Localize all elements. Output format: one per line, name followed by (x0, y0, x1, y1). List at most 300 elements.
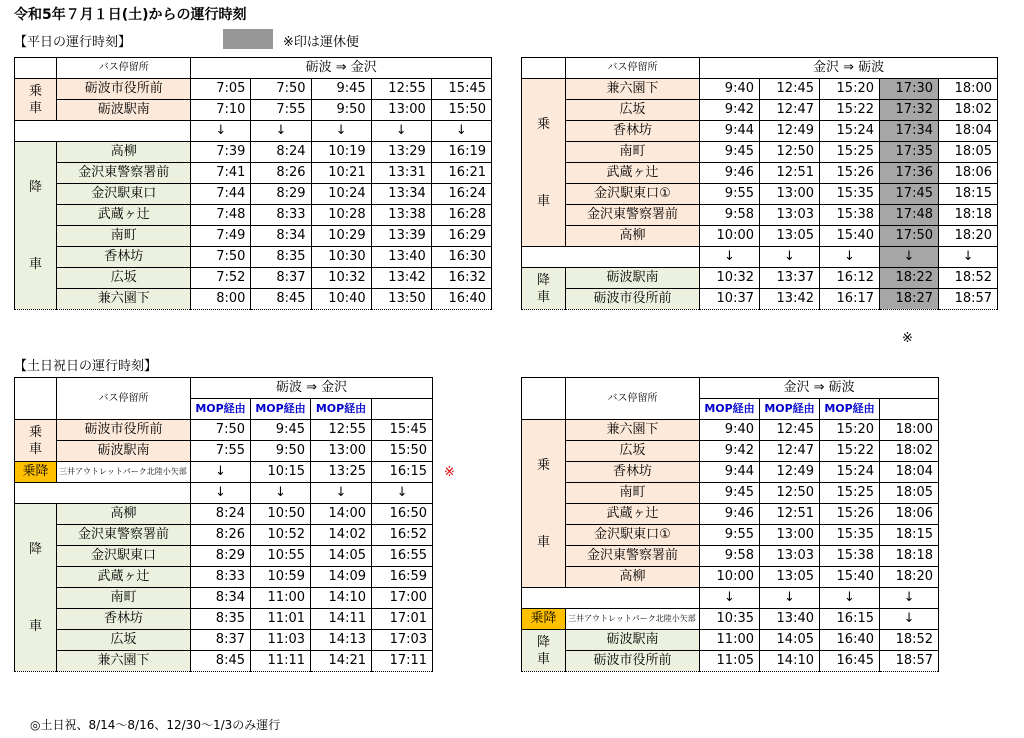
time-cell: 10:52 (251, 525, 311, 546)
time-cell: 8:45 (251, 289, 311, 310)
header-empty (15, 58, 57, 79)
arrow-spacer (15, 121, 191, 142)
time-cell: 17:11 (372, 651, 433, 672)
time-cell: 18:00 (880, 420, 939, 441)
time-cell: 15:22 (820, 441, 880, 462)
time-cell: 13:40 (371, 247, 431, 268)
time-cell: 7:49 (191, 226, 251, 247)
time-cell: 12:50 (760, 483, 820, 504)
table-row (15, 289, 492, 310)
time-cell: 7:48 (191, 205, 251, 226)
time-cell: 13:40 (760, 609, 820, 630)
stop-name: 高柳 (566, 567, 700, 588)
down-arrow-icon: ↓ (191, 121, 251, 142)
time-cell: 15:38 (820, 205, 880, 226)
time-cell: 8:29 (191, 546, 251, 567)
time-cell: 10:24 (311, 184, 371, 205)
table-row (522, 609, 939, 630)
time-cell: 9:58 (700, 205, 760, 226)
board-symbol-bottom: 車 (29, 100, 43, 116)
table-row (522, 205, 998, 226)
time-cell: 10:00 (700, 226, 760, 247)
time-cell: 17:30 (880, 79, 939, 100)
time-cell: 9:44 (700, 462, 760, 483)
stop-name-outlet: 三井アウトレットパーク北陸小矢部 (566, 609, 700, 630)
alight-symbol-top: 降 (536, 272, 550, 288)
alight-symbol-bottom: 車 (29, 256, 43, 272)
time-cell: 15:25 (820, 483, 880, 504)
time-cell: 17:32 (880, 100, 939, 121)
time-cell: 14:10 (760, 651, 820, 672)
time-cell: 9:44 (700, 121, 760, 142)
time-cell: 17:48 (880, 205, 939, 226)
time-cell: 10:40 (311, 289, 371, 310)
table-row (522, 226, 998, 247)
table-row (15, 378, 433, 399)
down-arrow-icon: ↓ (191, 483, 251, 504)
time-cell: 15:22 (820, 100, 880, 121)
time-cell: 16:15 (820, 609, 880, 630)
alight-symbol (15, 504, 57, 672)
stop-name: 香林坊 (566, 121, 700, 142)
down-arrow-icon: ↓ (820, 588, 880, 609)
stop-name: 兼六園下 (566, 79, 700, 100)
alight-symbol (522, 630, 566, 672)
stop-name: 金沢駅東口① (566, 184, 700, 205)
time-cell: 18:06 (880, 504, 939, 525)
time-cell: 15:24 (820, 121, 880, 142)
time-cell: 13:00 (760, 184, 820, 205)
down-arrow-icon: ↓ (311, 483, 372, 504)
stop-name: 砺波市役所前 (566, 289, 700, 310)
time-cell: 7:41 (191, 163, 251, 184)
time-cell: 18:52 (880, 630, 939, 651)
time-cell: 16:30 (431, 247, 491, 268)
time-cell: 8:34 (191, 588, 251, 609)
arrow-spacer (15, 483, 191, 504)
table-row (15, 588, 433, 609)
time-cell: 15:26 (820, 504, 880, 525)
board-symbol (15, 420, 57, 462)
table-row (15, 420, 433, 441)
mop-via-label: MOP経由 (760, 399, 820, 420)
time-cell: 14:02 (311, 525, 372, 546)
time-cell: 11:11 (251, 651, 311, 672)
time-cell: 9:40 (700, 79, 760, 100)
time-cell: 14:10 (311, 588, 372, 609)
time-cell: 10:32 (700, 268, 760, 289)
table-row (522, 525, 939, 546)
time-cell: 8:35 (191, 609, 251, 630)
time-cell: 16:40 (820, 630, 880, 651)
table-row (522, 378, 939, 399)
time-cell: 10:59 (251, 567, 311, 588)
stop-name: 金沢東警察署前 (57, 525, 191, 546)
time-cell: 11:00 (700, 630, 760, 651)
table-row (15, 567, 433, 588)
time-cell: 10:21 (311, 163, 371, 184)
weekday-inbound-table (521, 57, 998, 310)
time-cell: 18:27 (880, 289, 939, 310)
time-cell: 15:45 (431, 79, 491, 100)
time-cell: ↓ (191, 462, 251, 483)
table-row (15, 100, 492, 121)
table-row (15, 79, 492, 100)
time-cell: 17:03 (372, 630, 433, 651)
time-cell: 16:55 (372, 546, 433, 567)
table-row (15, 142, 492, 163)
time-cell: 13:25 (311, 462, 372, 483)
board-symbol-bottom: 車 (28, 441, 42, 457)
stop-name: 香林坊 (566, 462, 700, 483)
time-cell: 10:50 (251, 504, 311, 525)
time-cell: 7:52 (191, 268, 251, 289)
time-cell: 12:49 (760, 462, 820, 483)
time-cell: 11:01 (251, 609, 311, 630)
table-row (15, 630, 433, 651)
table-row (522, 121, 998, 142)
time-cell: 18:57 (880, 651, 939, 672)
time-cell: 14:05 (311, 546, 372, 567)
mop-via-label: MOP経由 (820, 399, 880, 420)
time-cell: 15:40 (820, 567, 880, 588)
time-cell: 10:00 (700, 567, 760, 588)
alight-symbol (15, 142, 57, 310)
board-symbol-bottom: 車 (536, 193, 550, 209)
table-row (522, 289, 998, 310)
mop-via-label: MOP経由 (251, 399, 311, 420)
time-cell: 17:01 (372, 609, 433, 630)
time-cell: 13:38 (371, 205, 431, 226)
time-cell: 10:37 (700, 289, 760, 310)
table-row (15, 609, 433, 630)
mop-via-label: MOP経由 (311, 399, 372, 420)
board-symbol-top: 乗 (536, 116, 550, 132)
time-cell: 7:10 (191, 100, 251, 121)
time-cell: 7:39 (191, 142, 251, 163)
time-cell: 10:19 (311, 142, 371, 163)
table-row (522, 163, 998, 184)
time-cell: 15:45 (372, 420, 433, 441)
down-arrow-icon: ↓ (880, 588, 939, 609)
table-row (522, 247, 998, 268)
time-cell: 13:05 (760, 567, 820, 588)
time-cell: 15:35 (820, 525, 880, 546)
time-cell: 9:46 (700, 163, 760, 184)
time-cell: 14:09 (311, 567, 372, 588)
time-cell: 10:30 (311, 247, 371, 268)
stop-name: 南町 (566, 142, 700, 163)
time-cell: 8:26 (191, 525, 251, 546)
time-cell: 12:45 (760, 420, 820, 441)
time-cell: 13:42 (760, 289, 820, 310)
suspended-legend-text: ※印は運休便 (283, 35, 359, 50)
stop-name: 高柳 (57, 142, 191, 163)
time-cell: 9:55 (700, 525, 760, 546)
stop-name: 香林坊 (57, 247, 191, 268)
time-cell: 18:20 (939, 226, 998, 247)
time-cell: 9:42 (700, 100, 760, 121)
time-cell: 16:17 (820, 289, 880, 310)
stop-name: 砺波市役所前 (57, 420, 191, 441)
time-cell: 15:26 (820, 163, 880, 184)
table-row (522, 268, 998, 289)
time-cell: 10:15 (251, 462, 311, 483)
time-cell: 15:40 (820, 226, 880, 247)
alight-symbol-top: 降 (536, 634, 550, 650)
table-row (15, 268, 492, 289)
table-row (15, 525, 433, 546)
time-cell: 9:45 (311, 79, 371, 100)
suspended-legend-swatch (223, 29, 273, 49)
table-row (15, 441, 433, 462)
time-cell: 8:00 (191, 289, 251, 310)
stop-name: 広坂 (57, 268, 191, 289)
time-cell: 10:55 (251, 546, 311, 567)
table-row (522, 630, 939, 651)
stop-name: 広坂 (566, 100, 700, 121)
table-row (15, 184, 492, 205)
header-empty (15, 378, 57, 420)
time-cell: 18:05 (939, 142, 998, 163)
weekend-section-label: 【土日祝日の運行時刻】 (14, 359, 158, 374)
table-row (15, 226, 492, 247)
table-row (522, 184, 998, 205)
time-cell: 11:00 (251, 588, 311, 609)
stop-name: 金沢東警察署前 (566, 205, 700, 226)
time-cell: 18:20 (880, 567, 939, 588)
down-arrow-icon: ↓ (371, 121, 431, 142)
down-arrow-icon: ↓ (311, 121, 371, 142)
time-cell: 16:52 (372, 525, 433, 546)
down-arrow-icon: ↓ (760, 247, 820, 268)
time-cell: 8:37 (251, 268, 311, 289)
time-cell: 15:35 (820, 184, 880, 205)
header-empty (522, 58, 566, 79)
table-row (522, 462, 939, 483)
table-row (15, 205, 492, 226)
time-cell: 13:39 (371, 226, 431, 247)
time-cell: 7:50 (191, 420, 251, 441)
time-cell: 8:26 (251, 163, 311, 184)
stop-name: 南町 (57, 588, 191, 609)
board-symbol (522, 420, 566, 588)
direction-header: 金沢 ⇒ 砺波 (700, 58, 998, 79)
table-row (15, 121, 492, 142)
time-cell: 17:45 (880, 184, 939, 205)
table-row (522, 79, 998, 100)
table-row (15, 247, 492, 268)
table-row (522, 567, 939, 588)
time-cell: 14:21 (311, 651, 372, 672)
stop-name: 砺波駅南 (566, 630, 700, 651)
time-cell: 12:51 (760, 504, 820, 525)
time-cell: 15:50 (431, 100, 491, 121)
stop-name: 金沢東警察署前 (566, 546, 700, 567)
time-cell: 12:55 (371, 79, 431, 100)
time-cell: 16:40 (431, 289, 491, 310)
time-cell: 13:42 (371, 268, 431, 289)
mop-empty (372, 399, 433, 420)
time-cell: 16:32 (431, 268, 491, 289)
down-arrow-icon: ↓ (820, 247, 880, 268)
time-cell: 9:40 (700, 420, 760, 441)
down-arrow-icon: ↓ (251, 483, 311, 504)
table-row (15, 546, 433, 567)
stop-name: 砺波市役所前 (57, 79, 191, 100)
stop-name: 金沢駅東口 (57, 546, 191, 567)
time-cell: 15:20 (820, 420, 880, 441)
table-row (522, 441, 939, 462)
table-row (522, 58, 998, 79)
board-alight-symbol: 乗降 (522, 609, 566, 630)
board-alight-symbol: 乗降 (15, 462, 57, 483)
table-row (15, 504, 433, 525)
time-cell: 9:55 (700, 184, 760, 205)
time-cell: 16:28 (431, 205, 491, 226)
stop-name: 南町 (57, 226, 191, 247)
table-row (15, 58, 492, 79)
time-cell: 18:05 (880, 483, 939, 504)
time-cell: 14:11 (311, 609, 372, 630)
table-row (522, 420, 939, 441)
table-row (15, 651, 433, 672)
stop-name: 武蔵ヶ辻 (566, 163, 700, 184)
mop-via-label: MOP経由 (700, 399, 760, 420)
time-cell: 8:45 (191, 651, 251, 672)
board-symbol (522, 79, 566, 247)
stop-name: 金沢駅東口① (566, 525, 700, 546)
time-cell: ↓ (880, 609, 939, 630)
time-cell: 9:46 (700, 504, 760, 525)
time-cell: 8:33 (191, 567, 251, 588)
down-arrow-icon: ↓ (939, 247, 998, 268)
time-cell: 16:59 (372, 567, 433, 588)
time-cell: 13:00 (311, 441, 372, 462)
time-cell: 16:12 (820, 268, 880, 289)
mop-via-label: MOP経由 (191, 399, 251, 420)
time-cell: 18:15 (939, 184, 998, 205)
stop-name: 南町 (566, 483, 700, 504)
arrow-spacer (522, 588, 700, 609)
time-cell: 18:57 (939, 289, 998, 310)
time-cell: 7:44 (191, 184, 251, 205)
direction-header: 金沢 ⇒ 砺波 (700, 378, 939, 399)
time-cell: 18:04 (939, 121, 998, 142)
time-cell: 18:22 (880, 268, 939, 289)
stop-name: 高柳 (566, 226, 700, 247)
time-cell: 14:05 (760, 630, 820, 651)
time-cell: 18:00 (939, 79, 998, 100)
stop-column-header: バス停留所 (57, 378, 191, 420)
time-cell: 18:15 (880, 525, 939, 546)
time-cell: 13:50 (371, 289, 431, 310)
stop-name: 兼六園下 (57, 289, 191, 310)
time-cell: 16:45 (820, 651, 880, 672)
time-cell: 16:24 (431, 184, 491, 205)
time-cell: 8:35 (251, 247, 311, 268)
time-cell: 7:55 (251, 100, 311, 121)
direction-header: 砺波 ⇒ 金沢 (191, 378, 433, 399)
outlet-note-mark: ※ (444, 465, 455, 480)
alight-symbol-bottom: 車 (536, 289, 550, 305)
time-cell: 18:02 (939, 100, 998, 121)
time-cell: 16:29 (431, 226, 491, 247)
footnote: ◎土日祝、8/14～8/16、12/30～1/3のみ運行 (30, 718, 281, 732)
time-cell: 13:29 (371, 142, 431, 163)
stop-name: 砺波駅南 (57, 441, 191, 462)
time-cell: 8:24 (191, 504, 251, 525)
time-cell: 12:51 (760, 163, 820, 184)
time-cell: 15:24 (820, 462, 880, 483)
time-cell: 12:55 (311, 420, 372, 441)
time-cell: 13:00 (760, 525, 820, 546)
stop-name: 砺波駅南 (57, 100, 191, 121)
time-cell: 14:13 (311, 630, 372, 651)
board-symbol-top: 乗 (28, 424, 42, 440)
time-cell: 10:29 (311, 226, 371, 247)
time-cell: 8:29 (251, 184, 311, 205)
down-arrow-icon: ↓ (700, 247, 760, 268)
table-row (522, 100, 998, 121)
stop-column-header: バス停留所 (566, 378, 700, 420)
page-title: 令和5年７月１日(土)からの運行時刻 (14, 7, 247, 23)
board-symbol-top: 乗 (536, 457, 550, 473)
board-symbol-top: 乗 (29, 83, 43, 99)
stop-name: 砺波市役所前 (566, 651, 700, 672)
alight-symbol-bottom: 車 (536, 651, 550, 667)
time-cell: 17:50 (880, 226, 939, 247)
stop-name: 金沢駅東口 (57, 184, 191, 205)
down-arrow-icon: ↓ (880, 247, 939, 268)
stop-name: 兼六園下 (566, 420, 700, 441)
stop-name: 広坂 (57, 630, 191, 651)
time-cell: 16:50 (372, 504, 433, 525)
board-symbol-bottom: 車 (536, 534, 550, 550)
time-cell: 15:20 (820, 79, 880, 100)
weekday-outbound-table (14, 57, 492, 310)
down-arrow-icon: ↓ (760, 588, 820, 609)
time-cell: 18:06 (939, 163, 998, 184)
table-row (522, 546, 939, 567)
stop-column-header: バス停留所 (566, 58, 700, 79)
down-arrow-icon: ↓ (431, 121, 491, 142)
time-cell: 8:37 (191, 630, 251, 651)
time-cell: 10:32 (311, 268, 371, 289)
time-cell: 7:05 (191, 79, 251, 100)
time-cell: 11:03 (251, 630, 311, 651)
time-cell: 18:18 (939, 205, 998, 226)
time-cell: 7:55 (191, 441, 251, 462)
stop-name: 砺波駅南 (566, 268, 700, 289)
alight-symbol (522, 268, 566, 310)
time-cell: 12:49 (760, 121, 820, 142)
time-cell: 13:05 (760, 226, 820, 247)
time-cell: 17:36 (880, 163, 939, 184)
time-cell: 8:34 (251, 226, 311, 247)
time-cell: 16:19 (431, 142, 491, 163)
time-cell: 17:00 (372, 588, 433, 609)
stop-name: 香林坊 (57, 609, 191, 630)
time-cell: 13:03 (760, 546, 820, 567)
table-row (522, 651, 939, 672)
time-cell: 9:45 (700, 142, 760, 163)
time-cell: 9:50 (251, 441, 311, 462)
stop-name: 武蔵ヶ辻 (57, 567, 191, 588)
time-cell: 7:50 (191, 247, 251, 268)
time-cell: 11:05 (700, 651, 760, 672)
time-cell: 14:00 (311, 504, 372, 525)
